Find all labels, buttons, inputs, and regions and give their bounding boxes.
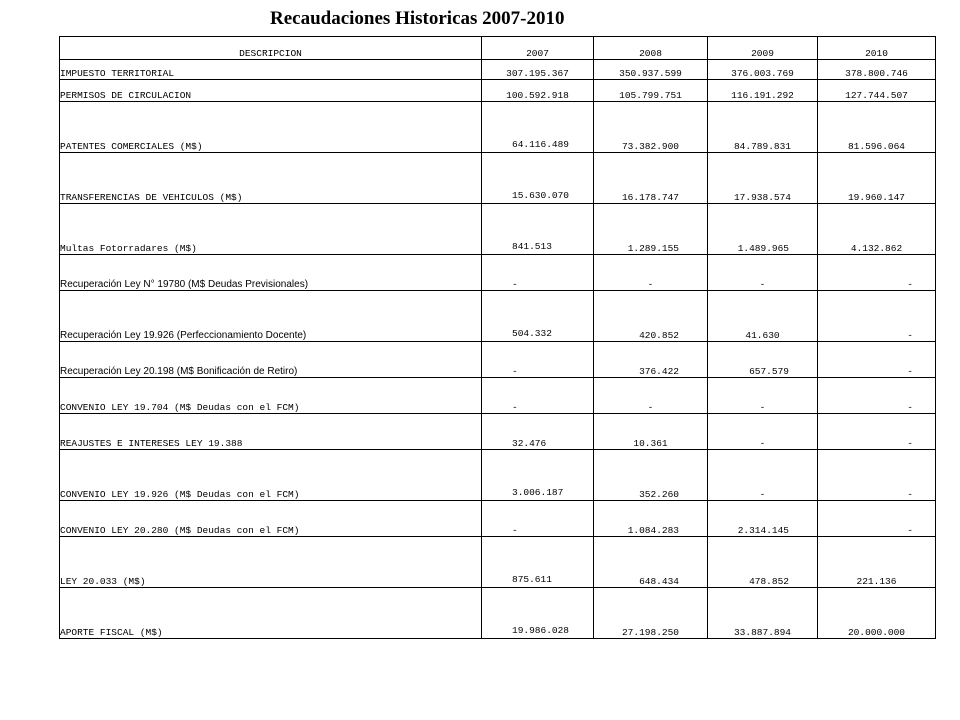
value-2007: 64.116.489 (482, 102, 594, 153)
value-2007: 19.986.028 (482, 588, 594, 639)
value-2009: - (708, 378, 818, 414)
value-2008: 16.178.747 (594, 153, 708, 204)
value-2010: - (818, 378, 936, 414)
value-2009: 1.489.965 (708, 204, 818, 255)
row-description: PATENTES COMERCIALES (M$) (60, 102, 482, 153)
value-2007: 841.513 (482, 204, 594, 255)
value-2008: - (594, 255, 708, 291)
revenue-table (59, 36, 936, 639)
row-description: Recuperación Ley 20.198 (M$ Bonificación de Retiro) (60, 342, 482, 378)
value-2010: 20.000.000 (818, 588, 936, 639)
value-2010: 81.596.064 (818, 102, 936, 153)
value-2010: 378.800.746 (818, 60, 936, 80)
value-2010: 4.132.862 (818, 204, 936, 255)
table-row (60, 204, 936, 255)
row-description: TRANSFERENCIAS DE VEHICULOS (M$) (60, 153, 482, 204)
header-row (60, 37, 936, 60)
value-2007: 15.630.070 (482, 153, 594, 204)
value-2007: 875.611 (482, 537, 594, 588)
value-2009: 33.887.894 (708, 588, 818, 639)
value-2007: - (482, 342, 594, 378)
table-row (60, 414, 936, 450)
value-2009: - (708, 255, 818, 291)
header-2007: 2007 (482, 37, 594, 60)
value-2010: - (818, 255, 936, 291)
value-2007: 307.195.367 (482, 60, 594, 80)
value-2008: 648.434 (594, 537, 708, 588)
value-2007: 3.006.187 (482, 450, 594, 501)
table-row (60, 537, 936, 588)
value-2009: 116.191.292 (708, 80, 818, 102)
table-row (60, 501, 936, 537)
value-2010: 221.136 (818, 537, 936, 588)
row-description: PERMISOS DE CIRCULACION (60, 80, 482, 102)
value-2009: - (708, 414, 818, 450)
value-2010: 19.960.147 (818, 153, 936, 204)
value-2010: - (818, 342, 936, 378)
value-2009: 17.938.574 (708, 153, 818, 204)
row-description: LEY 20.033 (M$) (60, 537, 482, 588)
value-2010: - (818, 291, 936, 342)
table-row (60, 450, 936, 501)
value-2008: 352.260 (594, 450, 708, 501)
value-2008: 1.084.283 (594, 501, 708, 537)
header-2010: 2010 (818, 37, 936, 60)
row-description: CONVENIO LEY 19.926 (M$ Deudas con el FCM) (60, 450, 482, 501)
value-2008: - (594, 378, 708, 414)
value-2007: 100.592.918 (482, 80, 594, 102)
value-2009: - (708, 450, 818, 501)
value-2008: 350.937.599 (594, 60, 708, 80)
header-2008: 2008 (594, 37, 708, 60)
table-row (60, 342, 936, 378)
row-description: CONVENIO LEY 20.280 (M$ Deudas con el FCM) (60, 501, 482, 537)
value-2008: 420.852 (594, 291, 708, 342)
row-description: Multas Fotorradares (M$) (60, 204, 482, 255)
value-2010: 127.744.507 (818, 80, 936, 102)
row-description: CONVENIO LEY 19.704 (M$ Deudas con el FCM) (60, 378, 482, 414)
table-row (60, 153, 936, 204)
value-2008: 376.422 (594, 342, 708, 378)
value-2010: - (818, 414, 936, 450)
value-2009: 478.852 (708, 537, 818, 588)
value-2007: - (482, 501, 594, 537)
value-2009: 41.630 (708, 291, 818, 342)
table-row (60, 255, 936, 291)
table-row (60, 588, 936, 639)
row-description: IMPUESTO TERRITORIAL (60, 60, 482, 80)
table-row (60, 291, 936, 342)
table-row (60, 378, 936, 414)
value-2008: 73.382.900 (594, 102, 708, 153)
value-2009: 657.579 (708, 342, 818, 378)
value-2008: 27.198.250 (594, 588, 708, 639)
row-description: APORTE FISCAL (M$) (60, 588, 482, 639)
value-2007: - (482, 255, 594, 291)
row-description: REAJUSTES E INTERESES LEY 19.388 (60, 414, 482, 450)
value-2007: 32.476 (482, 414, 594, 450)
value-2008: 105.799.751 (594, 80, 708, 102)
table-row (60, 60, 936, 80)
row-description: Recuperación Ley N° 19780 (M$ Deudas Previsionales) (60, 255, 482, 291)
value-2009: 376.003.769 (708, 60, 818, 80)
page-title: Recaudaciones Historicas 2007-2010 (270, 8, 565, 29)
header-2009: 2009 (708, 37, 818, 60)
value-2009: 2.314.145 (708, 501, 818, 537)
header-descripcion: DESCRIPCION (60, 37, 482, 60)
value-2007: - (482, 378, 594, 414)
row-description: Recuperación Ley 19.926 (Perfeccionamiento Docente) (60, 291, 482, 342)
value-2007: 504.332 (482, 291, 594, 342)
table-row (60, 80, 936, 102)
value-2008: 10.361 (594, 414, 708, 450)
table-row (60, 102, 936, 153)
value-2009: 84.789.831 (708, 102, 818, 153)
value-2010: - (818, 450, 936, 501)
value-2008: 1.289.155 (594, 204, 708, 255)
value-2010: - (818, 501, 936, 537)
